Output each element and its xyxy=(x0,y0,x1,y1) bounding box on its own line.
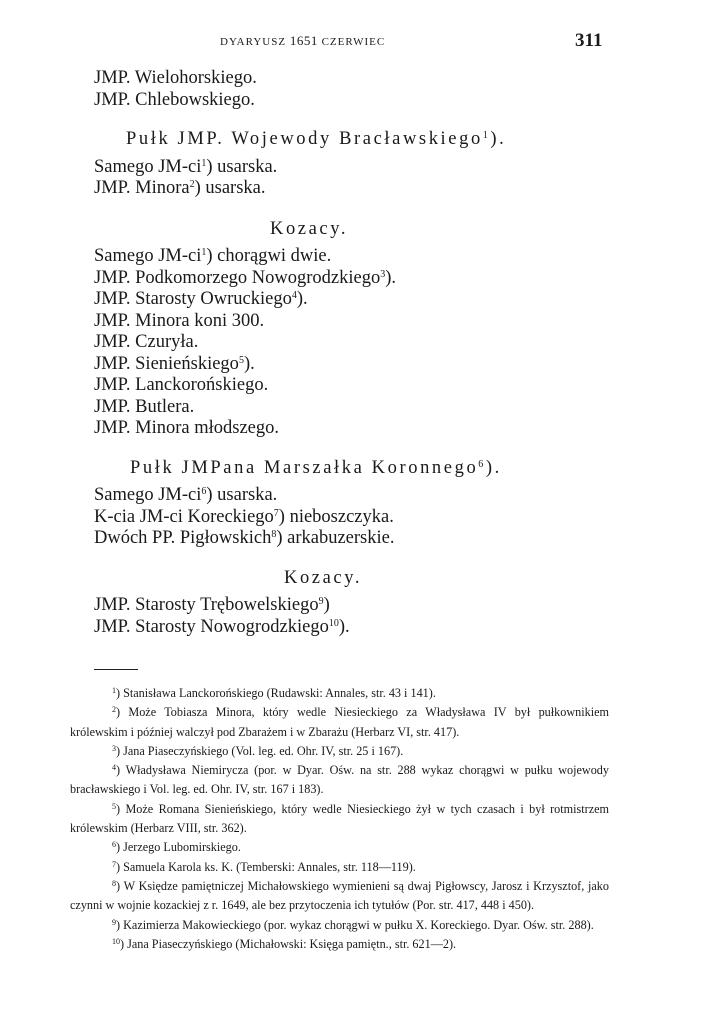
section-heading-regiment-1 xyxy=(126,129,634,151)
section-heading-regiment-2 xyxy=(130,458,634,480)
heading-text: Pułk JMPana Marszałka Koronnego xyxy=(130,457,479,478)
footnote-ref: 1 xyxy=(201,157,207,169)
footnote-mark: 10 xyxy=(112,936,120,946)
line-text: Samego JM-ci xyxy=(94,485,202,505)
text-line xyxy=(94,528,634,550)
footnote-text: ) Kazimierza Makowieckiego (por. wykaz chorągwi w pułku X. Koreckiego. Dyar. Ośw. str. 288). xyxy=(116,917,594,932)
text-line xyxy=(94,617,634,639)
footnote-text: ) Jerzego Lubomirskiego. xyxy=(116,840,241,855)
footnote-6 xyxy=(94,838,609,857)
text-line xyxy=(94,507,634,529)
footnote-3 xyxy=(94,742,609,761)
footnote-mark: 1 xyxy=(112,686,116,695)
line-text: JMP. Minora koni 300. xyxy=(94,310,265,331)
footnote-mark: 4 xyxy=(112,763,116,773)
text-line xyxy=(94,332,634,354)
footnote-ref: 1 xyxy=(201,247,207,258)
footnote-4 xyxy=(70,761,609,800)
line-text: JMP. Podkomorzego Nowogrodzkiego xyxy=(94,267,381,288)
text-line xyxy=(94,485,634,507)
running-header xyxy=(0,30,720,53)
text-line xyxy=(94,418,634,440)
footnote-mark: 7 xyxy=(112,859,116,869)
line-tail: ) usarska. xyxy=(194,178,266,198)
footnote-ref: 5 xyxy=(238,354,244,366)
heading-tail: ). xyxy=(490,129,507,149)
line-tail: ). xyxy=(243,353,255,374)
text-line xyxy=(94,268,634,290)
footnote-8 xyxy=(70,877,609,916)
footnote-1 xyxy=(94,684,609,703)
text-line xyxy=(94,289,634,311)
footnote-separator xyxy=(94,669,138,670)
text-line xyxy=(94,375,634,397)
footnote-text: ) Może Tobiasza Minora, który wedle Niesieckiego za Władysława IV był pułkownikiem królewskim i później walczył pod Zbarażem i w Zbarażu (Herbarz VI, str. 417). xyxy=(70,705,609,739)
footnote-text: ) Stanisława Lanckorońskiego (Rudawski: Annales, str. 43 i 141). xyxy=(116,686,436,700)
running-title-part1: DYARYUSZ xyxy=(220,36,287,48)
footnote-5 xyxy=(70,800,609,839)
line-text: Samego JM-ci xyxy=(94,156,202,177)
text-line xyxy=(94,157,634,179)
line-text: JMP. Starosty Trębowelskiego xyxy=(94,595,319,615)
text-line xyxy=(94,246,634,268)
line-tail: ). xyxy=(296,289,308,309)
heading-tail: ). xyxy=(485,457,502,478)
footnote-text: ) Jana Piaseczyńskiego (Vol. leg. ed. Ohr. IV, str. 25 i 167). xyxy=(116,743,404,758)
line-tail: ) usarska. xyxy=(206,485,278,505)
main-text xyxy=(94,68,634,638)
footnote-text: ) Władysława Niemirycza (por. w Dyar. Ośw. na str. 288 wykaz chorągwi w pułku wojewody bracławskiego i Vol. leg. ed. Ohr. IV, str. 167 i 183). xyxy=(70,763,609,797)
heading-text: Pułk JMP. Wojewody Bracławskiego xyxy=(126,129,483,149)
line-tail: ) nieboszczyka. xyxy=(278,506,394,527)
footnote-7 xyxy=(94,858,609,877)
line-tail: ). xyxy=(385,267,397,288)
text-line xyxy=(94,595,634,617)
line-text: JMP. Starosty Owruckiego xyxy=(94,289,292,309)
text-line xyxy=(94,397,634,419)
running-title-year: 1651 xyxy=(289,33,318,48)
footnote-text: ) Samuela Karola ks. K. (Temberski: Annales, str. 118—119). xyxy=(116,859,416,874)
line-text: JMP. Starosty Nowogrodzkiego xyxy=(94,616,329,637)
footnote-ref: 10 xyxy=(328,617,339,629)
footnote-10 xyxy=(94,935,609,954)
line-text: Samego JM-ci xyxy=(94,246,202,266)
footnote-ref: 3 xyxy=(380,268,386,280)
line-text: Dwóch PP. Pigłowskich xyxy=(94,528,272,548)
footnote-ref: 6 xyxy=(201,486,207,497)
line-tail: ) xyxy=(323,595,330,615)
running-title xyxy=(220,33,385,49)
line-text: K-cia JM-ci Koreckiego xyxy=(94,506,274,527)
footnote-2 xyxy=(70,703,609,742)
text-line xyxy=(94,311,634,333)
footnote-ref: 4 xyxy=(291,290,297,301)
running-title-part2: CZERWIEC xyxy=(321,36,386,48)
line-tail: ) usarska. xyxy=(206,156,278,177)
text-line: JMP. Wielohorskiego. xyxy=(94,68,257,88)
footnote-mark: 6 xyxy=(112,840,116,850)
line-tail: ) arkabuzerskie. xyxy=(276,528,395,548)
line-text: JMP. Sienieńskiego xyxy=(94,353,239,374)
footnote-ref: 1 xyxy=(482,130,491,141)
footnote-ref: 7 xyxy=(273,507,279,519)
line-tail: ). xyxy=(338,616,350,637)
footnote-mark: 3 xyxy=(112,743,116,753)
text-line: JMP. Chlebowskiego. xyxy=(94,89,255,110)
footnote-9 xyxy=(70,916,609,935)
text-line xyxy=(94,178,634,200)
footnote-ref: 9 xyxy=(318,596,324,607)
footnote-mark: 2 xyxy=(112,705,116,715)
footnotes xyxy=(70,684,609,954)
line-text: JMP. Minora młodszego. xyxy=(94,418,279,438)
footnote-ref: 2 xyxy=(189,179,195,190)
footnote-text: ) Jana Piaseczyńskiego (Michałowski: Księga pamiętn., str. 621—2). xyxy=(120,936,457,951)
line-text: JMP. Czuryła. xyxy=(94,332,199,352)
footnote-ref: 6 xyxy=(478,458,486,470)
page-number: 311 xyxy=(575,30,603,51)
line-text: JMP. Minora xyxy=(94,178,190,198)
line-text: JMP. Butlera. xyxy=(94,396,195,417)
line-tail: ) chorągwi dwie. xyxy=(206,246,332,266)
footnote-text: ) W Księdze pamiętniczej Michałowskiego wymienieni są dwaj Pigłowscy, Jarosz i Krzysztof, jako czynni w wojnie kozackiej z r. 1649, ale bez przytoczenia ich tytułów (Por. str. 417, 448 i 450). xyxy=(70,878,609,913)
line-text: JMP. Lanckorońskiego. xyxy=(94,375,269,395)
footnote-mark: 9 xyxy=(112,917,116,927)
section-heading-kozacy-2: Kozacy. xyxy=(284,567,363,588)
section-heading-kozacy-1: Kozacy. xyxy=(270,218,349,239)
footnote-mark: 5 xyxy=(112,801,116,811)
footnote-mark: 8 xyxy=(112,878,116,888)
text-line xyxy=(94,354,634,376)
footnote-text: ) Może Romana Sienieńskiego, który wedle Niesieckiego żył w tych czasach i był rotmistrzem królewskim (Herbarz VIII, str. 362). xyxy=(70,801,609,836)
footnote-ref: 8 xyxy=(271,529,277,540)
